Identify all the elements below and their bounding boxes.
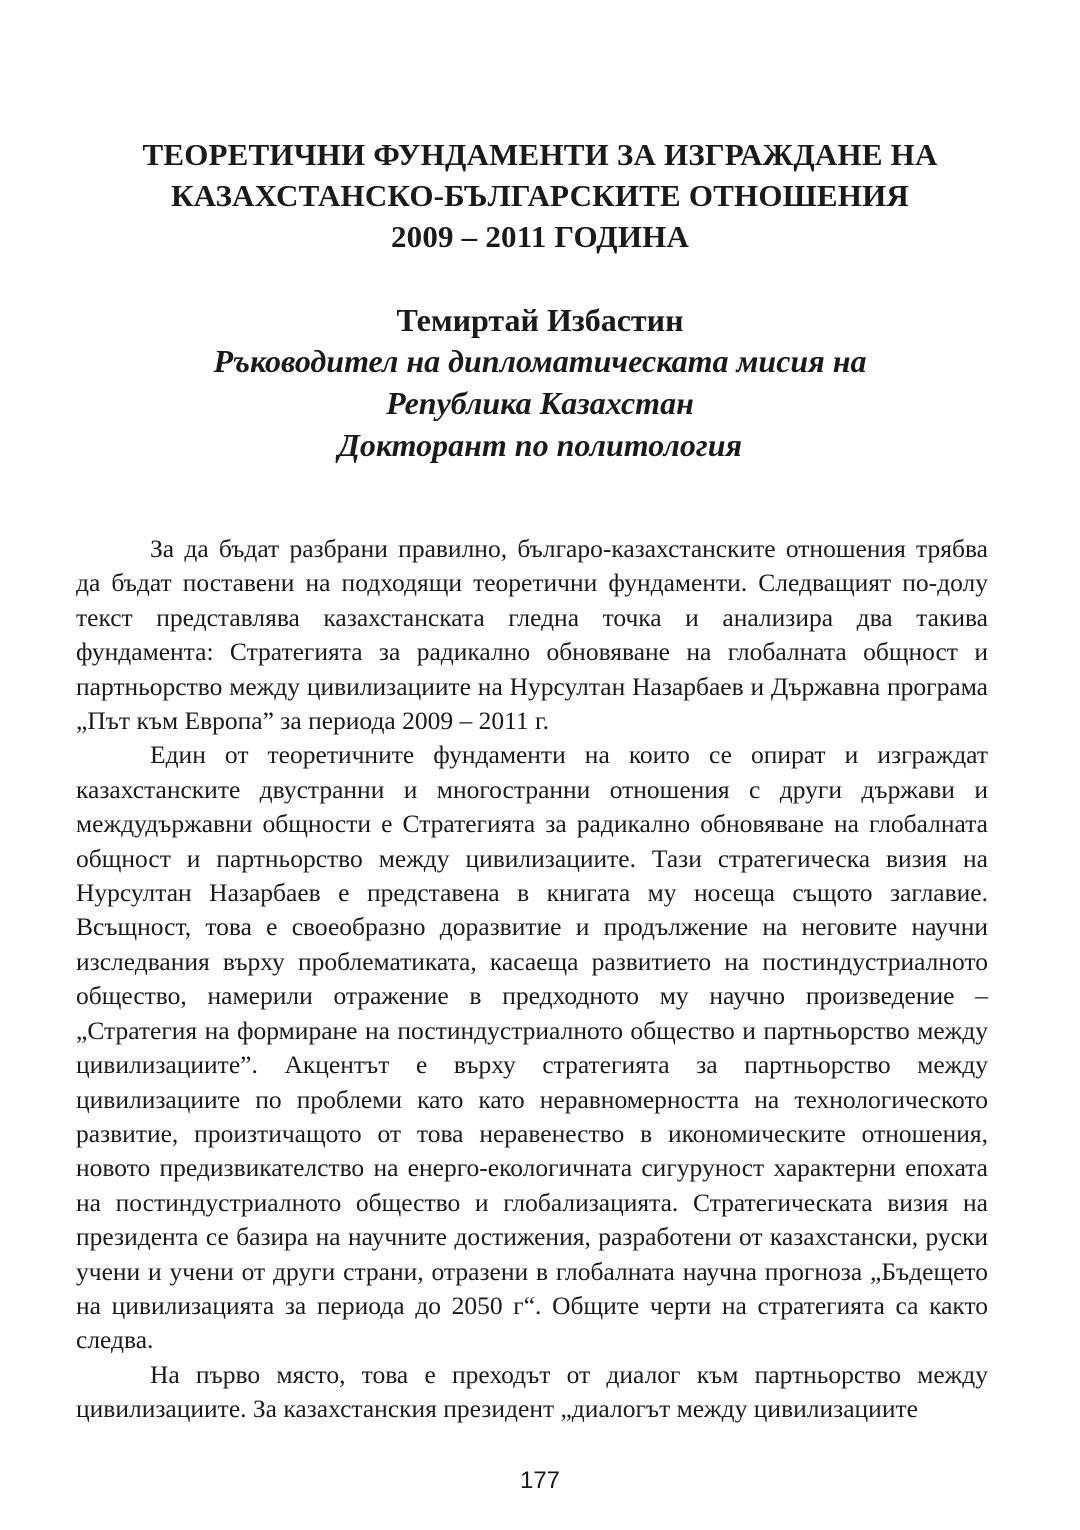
author-affiliation-line: Република Казахстан [386,385,694,421]
body-paragraph: На първо място, това е преходът от диалог към партньорство между цивилизациите. За казахстанския президент „диалогът между цивилизациите [76,1359,988,1424]
title-line: 2009 – 2011 ГОДИНА [390,219,690,254]
body-paragraph: Един от теоретичните фундаменти на които се опират и изграждат казахстанските двустранни и многостранни отношения с други държави и междудържавни общности е Стратегията за радикално обновяване на глобалната общност и партньорство между цивилизациите. Тази стратегическа визия на Нурсултан Назарбаев е представена в книгата му носеща същото заглавие. Всъщност, това е своеобразно доразвитие и продължение на неговите научни изследвания върху проблематиката, касаеща развитието на постиндустриалното общество, намерили отражение в предходното му научно произведение – „Стратегия на формиране на постиндустриалното общество и партньорство между цивилизациите”. Акцентът е върху стратегията за партньорство между цивилизациите по проблеми като като неравномерността на технологическото развитие, произтичащото от това неравенество в икономическите отношения, новото предизвикателство на енерго-екологичната сигуруност характерни епохата на постиндустриалното общество и глобализацията. Стратегическата визия на президента се базира на научните достижения, разработени от казахстански, руски учени и учени от други страни, отразени в глобалната научна прогноза „Бъдещето на цивилизацията за периода до 2050 г“. Общите черти на стратегията са както следва. [76,740,988,1355]
page-number: 177 [519,1467,561,1494]
author-affiliation-line: Докторант по политология [338,427,742,463]
title-line: ТЕОРЕТИЧНИ ФУНДАМЕНТИ ЗА ИЗГРАЖДАНЕ НА [142,137,938,172]
body-paragraph: За да бъдат разбрани правилно, българо-казахстанските отношения трябва да бъдат поставени на подходящи теоретични фундаменти. Следващият по-долу текст представлява казахстанската гледна точка и анализира два такива фундамента: Стратегията за радикално обновяване на глобалната общност и партньорство между цивилизациите на Нурсултан Назарбаев и Държавна програма „Път към Европа” за периода 2009 – 2011 г. [76,534,988,736]
article-title [60,134,1020,257]
author-affiliation-line: Ръководител на дипломатическата мисия на [213,343,867,379]
author-block [60,300,1020,466]
article-body [76,532,988,1427]
title-line: КАЗАХСТАНСКО-БЪЛГАРСКИТЕ ОТНОШЕНИЯ [170,178,909,213]
author-name: Темиртай Избастин [396,302,684,338]
